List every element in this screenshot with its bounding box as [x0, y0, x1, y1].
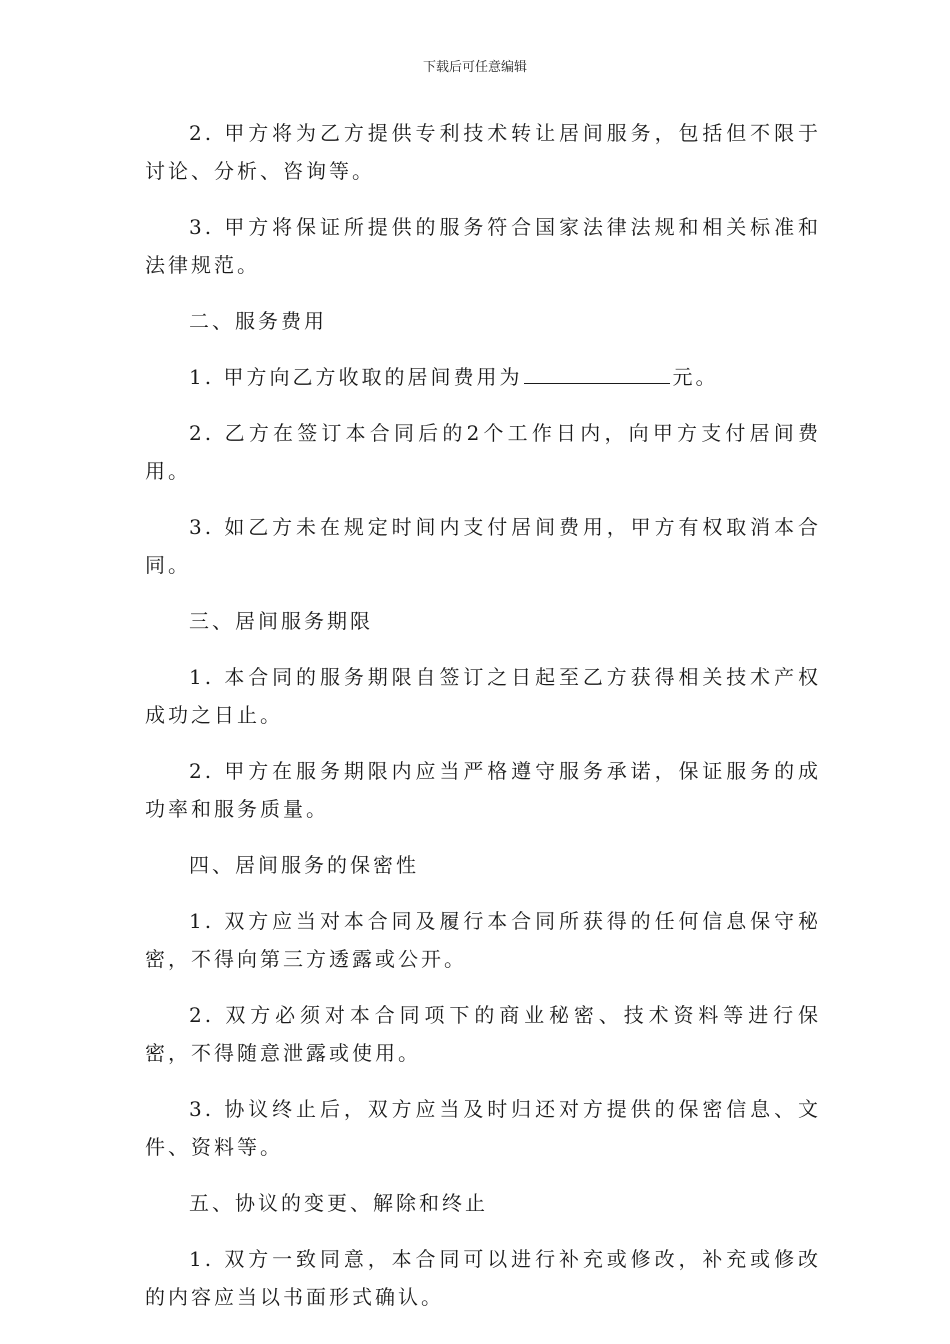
clause-2-1	[145, 358, 821, 396]
section-heading-fees: 二、服务费用	[189, 309, 327, 333]
section-heading-amendment: 五、协议的变更、解除和终止	[189, 1191, 488, 1215]
clause-2-1-text: 1. 甲方向乙方收取的居间费用为	[189, 365, 523, 389]
clause-2-3: 3. 如乙方未在规定时间内支付居间费用，甲方有权取消本合同。	[145, 515, 821, 577]
document-body	[145, 114, 821, 1334]
clause-5-1: 1. 双方一致同意，本合同可以进行补充或修改，补充或修改的内容应当以书面形式确认。	[145, 1247, 821, 1309]
fee-amount-blank[interactable]	[524, 361, 670, 384]
page-header: 下载后可任意编辑	[422, 60, 527, 75]
clause-4-3: 3. 协议终止后，双方应当及时归还对方提供的保密信息、文件、资料等。	[145, 1097, 821, 1159]
clause-4-2: 2. 双方必须对本合同项下的商业秘密、技术资料等进行保密，不得随意泄露或使用。	[145, 1003, 821, 1065]
clause-3-1: 1. 本合同的服务期限自签订之日起至乙方获得相关技术产权成功之日止。	[145, 665, 821, 727]
clause-1-2: 2. 甲方将为乙方提供专利技术转让居间服务，包括但不限于讨论、分析、咨询等。	[145, 121, 821, 183]
clause-2-1-suffix: 元。	[672, 365, 719, 389]
clause-1-3: 3. 甲方将保证所提供的服务符合国家法律法规和相关标准和法律规范。	[145, 215, 821, 277]
section-heading-term: 三、居间服务期限	[189, 609, 373, 633]
section-heading-confidentiality: 四、居间服务的保密性	[189, 853, 419, 877]
clause-4-1: 1. 双方应当对本合同及履行本合同所获得的任何信息保守秘密，不得向第三方透露或公开。	[145, 909, 821, 971]
clause-3-2: 2. 甲方在服务期限内应当严格遵守服务承诺，保证服务的成功率和服务质量。	[145, 759, 821, 821]
clause-2-2: 2. 乙方在签订本合同后的2个工作日内，向甲方支付居间费用。	[145, 421, 821, 483]
